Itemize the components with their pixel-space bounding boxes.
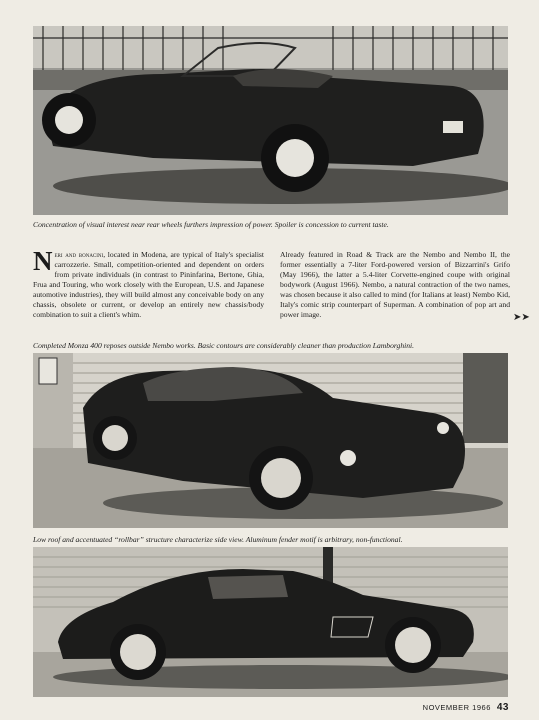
lead-in: eri and bonacini, — [54, 250, 106, 259]
caption-photo-3: Low roof and accentuated “rollbar” structure characterize side view. Aluminum fender motif is arbitrary, non-functional. — [33, 535, 403, 544]
wheel — [385, 617, 441, 673]
article-body-right: Already featured in Road & Track are the Nembo and Nembo II, the former essentially a 7-liter Ford-powered version of Bizzarrini's Grifo (May 1966), the latter a 5.4-liter Corvette-engined coupe with original bodywork (August 1966). Nembo, a natural contraction of the two names, was chosen because it also called to mind (for Italians at least) Nembo Kid, Italy's comic strip counterpart of Superman. A combination of pop art and power image. — [280, 250, 510, 319]
coupe-side-image — [33, 547, 508, 697]
coupe-front-image — [33, 353, 508, 528]
article-body-left: located in Modena, are typical of Italy's specialist carrozzerie. Small, competition-oriented and dependent on orders from private individuals (in contrast to Pininfarina, Bertone, Ghia, Frua and Touring, who work closely with the European, U.S. and Japanese automotive industries), they will build almost any conceivable body on any chassis, obsolete or current, or develop an entirely new chassis/body combination to suit a client's whim. — [33, 250, 264, 319]
wheel — [110, 624, 166, 680]
drop-cap: N — [33, 246, 53, 276]
page-footer — [423, 702, 509, 713]
article-column-right — [280, 250, 510, 320]
wheel — [42, 93, 96, 147]
wheel — [249, 446, 313, 510]
caption-photo-2: Completed Monza 400 reposes outside Nembo works. Basic contours are considerably cleaner than production Lamborghini. — [33, 341, 415, 350]
roadster-image — [33, 26, 508, 215]
wheel — [261, 124, 329, 192]
page-number: 43 — [496, 702, 509, 713]
photo-coupe-side — [33, 547, 508, 697]
article-column-left — [33, 246, 264, 320]
photo-coupe-front — [33, 353, 508, 528]
issue-date: NOVEMBER 1966 — [422, 703, 491, 712]
photo-roadster-rear — [33, 26, 508, 215]
caption-photo-1: Concentration of visual interest near rear wheels furthers impression of power. Spoiler is concession to current taste. — [33, 220, 389, 229]
continue-arrow-icon: ➤➤ — [513, 312, 530, 323]
wheel — [93, 416, 137, 460]
